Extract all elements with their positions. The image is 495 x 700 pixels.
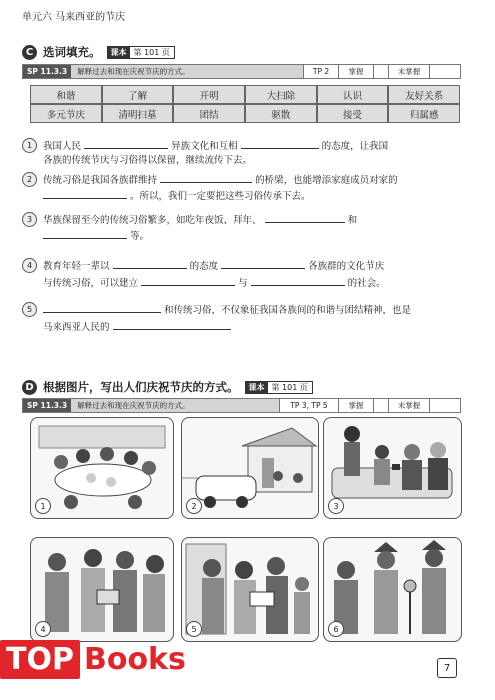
picture-number: 2: [186, 498, 202, 514]
picture-returning-home: [181, 417, 319, 519]
question-text: 等。: [130, 231, 150, 242]
sp-code: SP 11.3.3: [23, 399, 71, 412]
master-label: 掌握: [338, 399, 373, 412]
exchanging-gifts-illustration: [31, 538, 173, 641]
picture-reunion-dinner: [30, 417, 174, 519]
answer-blank[interactable]: [141, 275, 235, 286]
answer-blank[interactable]: [251, 275, 345, 286]
question-text: 各族群的文化节庆: [308, 261, 385, 272]
question-text: 我国人民: [43, 141, 82, 152]
tp-level: TP 2: [303, 65, 338, 78]
question-number: 5: [22, 302, 37, 317]
word-bank-item: 团结: [173, 104, 245, 123]
question-4: [22, 258, 467, 292]
question-text: 和: [347, 215, 358, 226]
question-text: 传统习俗是我国各族群维持: [43, 175, 158, 186]
picture-harvest-festival: [323, 537, 462, 642]
section-d-heading: [22, 379, 313, 395]
word-bank-item: 接受: [317, 104, 389, 123]
section-c-sp-row: [22, 64, 461, 79]
page-number: 7: [437, 658, 457, 678]
answer-blank[interactable]: [43, 228, 127, 239]
word-bank-item: 了解: [102, 85, 174, 104]
logo-books-text: Books: [83, 642, 186, 677]
ref-value: 第 101 页: [271, 382, 308, 392]
question-text: 的态度，让我国: [321, 141, 389, 152]
sp-code: SP 11.3.3: [23, 65, 71, 78]
answer-blank[interactable]: [84, 138, 168, 149]
word-bank-item: 开明: [173, 85, 245, 104]
visiting-relatives-illustration: [182, 538, 318, 641]
word-bank-item: 归属感: [388, 104, 460, 123]
master-checkbox[interactable]: [373, 65, 388, 78]
question-number: 4: [22, 258, 37, 273]
question-number: 2: [22, 172, 37, 187]
section-d-title: 根据图片，写出人们庆祝节庆的方式。: [43, 380, 239, 394]
section-d-sp-row: [22, 398, 461, 413]
question-text: 与: [238, 278, 248, 289]
word-bank: [30, 85, 460, 123]
answer-blank[interactable]: [113, 258, 187, 269]
section-c-title: 选词填充。: [43, 45, 101, 59]
not-master-label: 未掌握: [388, 65, 429, 78]
question-number: 3: [22, 212, 37, 227]
word-bank-item: 认识: [317, 85, 389, 104]
ref-key: 课本: [246, 382, 268, 393]
question-text: 的桥梁，也能增添家庭成员对家的: [255, 175, 398, 186]
answer-blank[interactable]: [160, 172, 252, 183]
word-bank-item: 和谐: [30, 85, 102, 104]
answer-blank[interactable]: [43, 188, 127, 199]
question-text: 与传统习俗，可以建立: [43, 278, 139, 289]
ref-value: 第 101 页: [133, 47, 170, 57]
word-bank-item: 清明扫墓: [102, 104, 174, 123]
question-2: [22, 172, 467, 204]
picture-number: 1: [35, 498, 51, 514]
question-3: [22, 212, 467, 244]
not-master-checkbox[interactable]: [429, 65, 460, 78]
unit-header: 单元六 马来西亚的节庆: [22, 12, 126, 23]
question-5: [22, 302, 467, 336]
harvest-festival-illustration: [324, 538, 461, 641]
not-master-label: 未掌握: [388, 399, 429, 412]
not-master-checkbox[interactable]: [429, 399, 460, 412]
word-bank-item: 驱散: [245, 104, 317, 123]
word-bank-item: 友好关系: [388, 85, 460, 104]
returning-home-illustration: [182, 418, 318, 518]
picture-giving-red-packets: [323, 417, 462, 519]
section-c-heading: [22, 44, 175, 60]
picture-exchanging-gifts: [30, 537, 174, 642]
question-text: 的社会。: [347, 278, 386, 289]
question-text: 各族的传统节庆与习俗得以保留，继续流传下去。: [43, 155, 253, 166]
master-checkbox[interactable]: [373, 399, 388, 412]
reunion-dinner-illustration: [31, 418, 173, 518]
question-text: 和传统习俗，不仅象征我国各族间的和谐与团结精神，也是: [164, 305, 412, 316]
picture-number: 6: [328, 621, 344, 637]
picture-number: 3: [328, 498, 344, 514]
picture-visiting-relatives: [181, 537, 319, 642]
picture-number: 5: [186, 621, 202, 637]
question-text: 。所以，我们一定要把这些习俗传承下去。: [130, 191, 311, 202]
answer-blank[interactable]: [221, 258, 305, 269]
question-text: 华族保留至今的传统习俗繁多，如吃年夜饭、拜年、: [43, 215, 262, 226]
section-d-badge: D: [22, 380, 37, 395]
answer-blank[interactable]: [241, 138, 319, 149]
answer-blank[interactable]: [265, 212, 345, 223]
tp-level: TP 3, TP 5: [279, 399, 338, 412]
logo-top-text: TOP: [0, 640, 80, 679]
section-d-textbook-ref: [245, 381, 313, 394]
question-1: [22, 138, 467, 168]
picture-number: 4: [35, 621, 51, 637]
master-label: 掌握: [338, 65, 373, 78]
topbooks-logo: [0, 640, 186, 679]
question-text: 马来西亚人民的: [43, 322, 110, 333]
question-text: 教育年轻一辈以: [43, 261, 110, 272]
answer-blank[interactable]: [43, 302, 161, 313]
word-bank-item: 大扫除: [245, 85, 317, 104]
answer-blank[interactable]: [113, 319, 231, 330]
sp-description: 解释过去和现在庆祝节庆的方式。: [71, 65, 303, 78]
question-text: 的态度: [189, 261, 219, 272]
section-c-badge: C: [22, 45, 37, 60]
section-c-textbook-ref: [107, 46, 175, 59]
ref-key: 课本: [108, 47, 130, 58]
question-text: 异族文化和互相: [171, 141, 238, 152]
word-bank-item: 多元节庆: [30, 104, 102, 123]
question-number: 1: [22, 138, 37, 153]
sp-description: 解释过去和现在庆祝节庆的方式。: [71, 399, 279, 412]
red-packet-illustration: [324, 418, 461, 518]
